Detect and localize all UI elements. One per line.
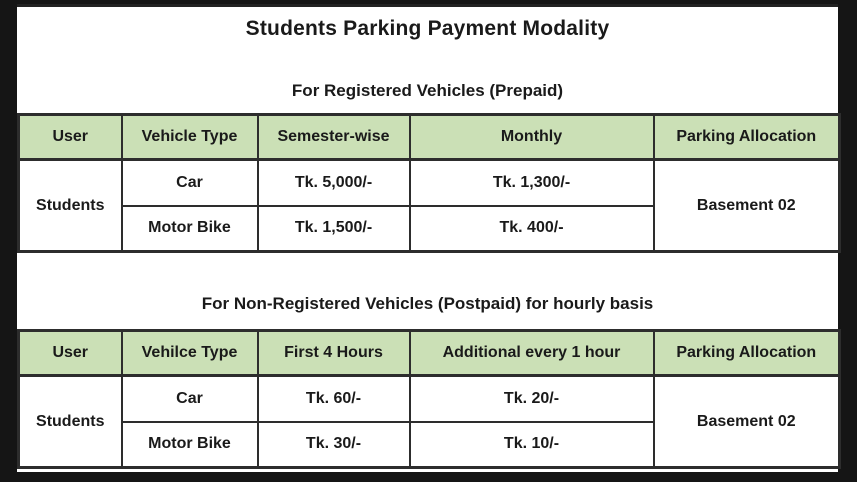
cell-additional-rate: Tk. 10/- [410,422,654,468]
col-header-user: User [19,331,122,376]
table-header-row [19,115,840,160]
cell-vehicle: Car [122,160,258,206]
table-row [19,376,840,422]
cell-additional-rate: Tk. 20/- [410,376,654,422]
section2-subtitle: For Non-Registered Vehicles (Postpaid) for hourly basis [201,294,654,313]
page-title: Students Parking Payment Modality [245,17,610,40]
col-header-vehicle-type: Vehilce Type [122,331,258,376]
col-header-additional-hour: Additional every 1 hour [410,331,654,376]
cell-semester-rate: Tk. 1,500/- [258,206,410,252]
cell-user: Students [19,160,122,252]
col-header-parking-allocation: Parking Allocation [654,115,840,160]
cell-first-hours-rate: Tk. 30/- [258,422,410,468]
cell-semester-rate: Tk. 5,000/- [258,160,410,206]
col-header-parking-allocation: Parking Allocation [654,331,840,376]
non-registered-vehicles-table [17,329,841,469]
cell-first-hours-rate: Tk. 60/- [258,376,410,422]
col-header-semester-wise: Semester-wise [258,115,410,160]
section2-subtitle-zone [17,253,838,329]
cell-allocation: Basement 02 [654,160,840,252]
col-header-first-4-hours: First 4 Hours [258,331,410,376]
cell-vehicle: Motor Bike [122,422,258,468]
cell-monthly-rate: Tk. 1,300/- [410,160,654,206]
table-row [19,160,840,206]
registered-vehicles-table [17,113,841,253]
col-header-user: User [19,115,122,160]
section1-subtitle: For Registered Vehicles (Prepaid) [291,81,564,100]
title-zone [17,7,838,113]
col-header-monthly: Monthly [410,115,654,160]
cell-user: Students [19,376,122,468]
spreadsheet-area [17,4,838,472]
cell-vehicle: Motor Bike [122,206,258,252]
cell-monthly-rate: Tk. 400/- [410,206,654,252]
cell-vehicle: Car [122,376,258,422]
col-header-vehicle-type: Vehicle Type [122,115,258,160]
cell-allocation: Basement 02 [654,376,840,468]
table-header-row [19,331,840,376]
